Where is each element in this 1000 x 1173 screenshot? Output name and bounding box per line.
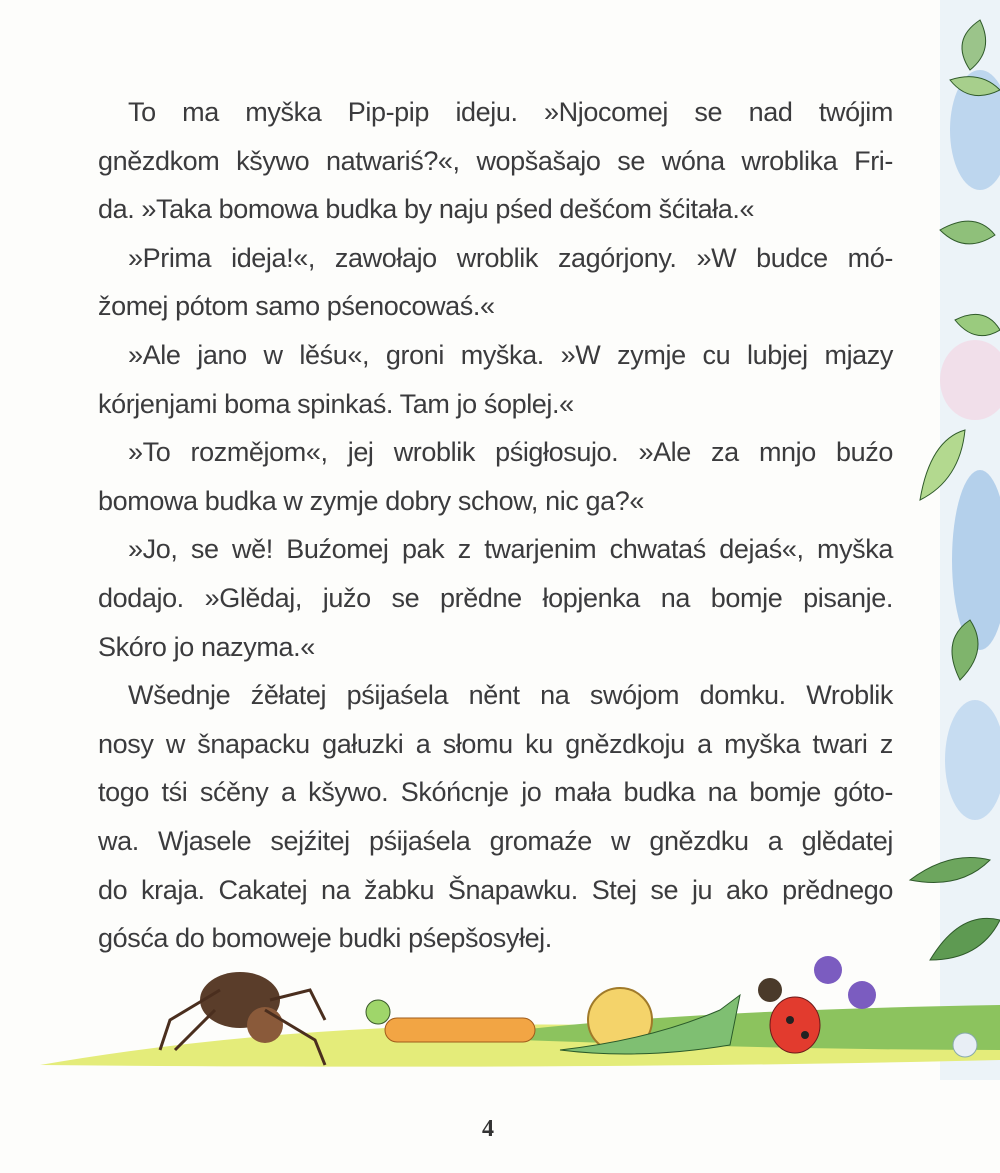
text-line: »Jo, se wě! Buźomej pak z twarjenim chwataś dejaś«, myška: [128, 534, 893, 565]
text-line: »Ale jano w lěśu«, groni myška. »W zymje cu lubjej mjazy: [128, 339, 893, 370]
text-line: gnězdkom kšywo natwariś?«, wopšašajo se wóna wroblika Fri-: [98, 145, 893, 176]
text-line: wa. Wjasele sejźitej pśijaśela gromaźe w gnězdku a glědatej: [98, 825, 893, 856]
paragraph: [98, 234, 893, 331]
text-line: gósća do bomoweje budki pśepšosyłej.: [98, 923, 552, 954]
text-line: Wšednje źěłatej pśijaśela něnt na swójom domku. Wroblik: [128, 680, 893, 711]
text-line: dodajo. »Glědaj, južo se prědne łopjenka na bomje pisanje.: [98, 582, 893, 613]
text-line: To ma myška Pip-pip ideju. »Njocomej se nad twójim: [128, 97, 893, 127]
text-line: togo tśi sćěny a kšywo. Skóńcnje jo mała budka na bomje góto-: [98, 777, 893, 808]
text-line: da. »Taka bomowa budka by naju pśed dešćom šćitała.«: [98, 194, 755, 225]
page-number: 4: [482, 1116, 494, 1142]
text-line: Skóro jo nazyma.«: [98, 631, 315, 662]
paragraph: [98, 525, 893, 671]
text-line: »Prima ideja!«, zawołajo wroblik zagórjony. »W budce mó-: [128, 242, 893, 273]
caterpillar-illustration: [366, 1000, 535, 1042]
text-line: žomej pótom samo pśenocowaś.«: [98, 291, 495, 322]
story-text: [98, 88, 893, 963]
paragraph: [98, 671, 893, 963]
text-line: do kraja. Cakatej na žabku Šnapawku. Stej se ju ako prědnego: [98, 874, 893, 905]
paragraph: [98, 428, 893, 525]
paragraph: [98, 331, 893, 428]
text-line: bomowa budka w zymje dobry schow, nic ga?«: [98, 485, 644, 516]
ground-illustration: [0, 950, 1000, 1100]
text-line: kórjenjami boma spinkaś. Tam jo śoplej.«: [98, 388, 574, 419]
text-line: »To rozměјom«, jej wroblik pśigłosujo. »Ale za mnjo buźo: [128, 437, 893, 468]
paragraph: [98, 88, 893, 234]
text-line: nosy w šnapacku gałuzki a słomu ku gnězdkoju a myška twari z: [98, 728, 893, 759]
foliage-illustration: [880, 0, 1000, 1080]
